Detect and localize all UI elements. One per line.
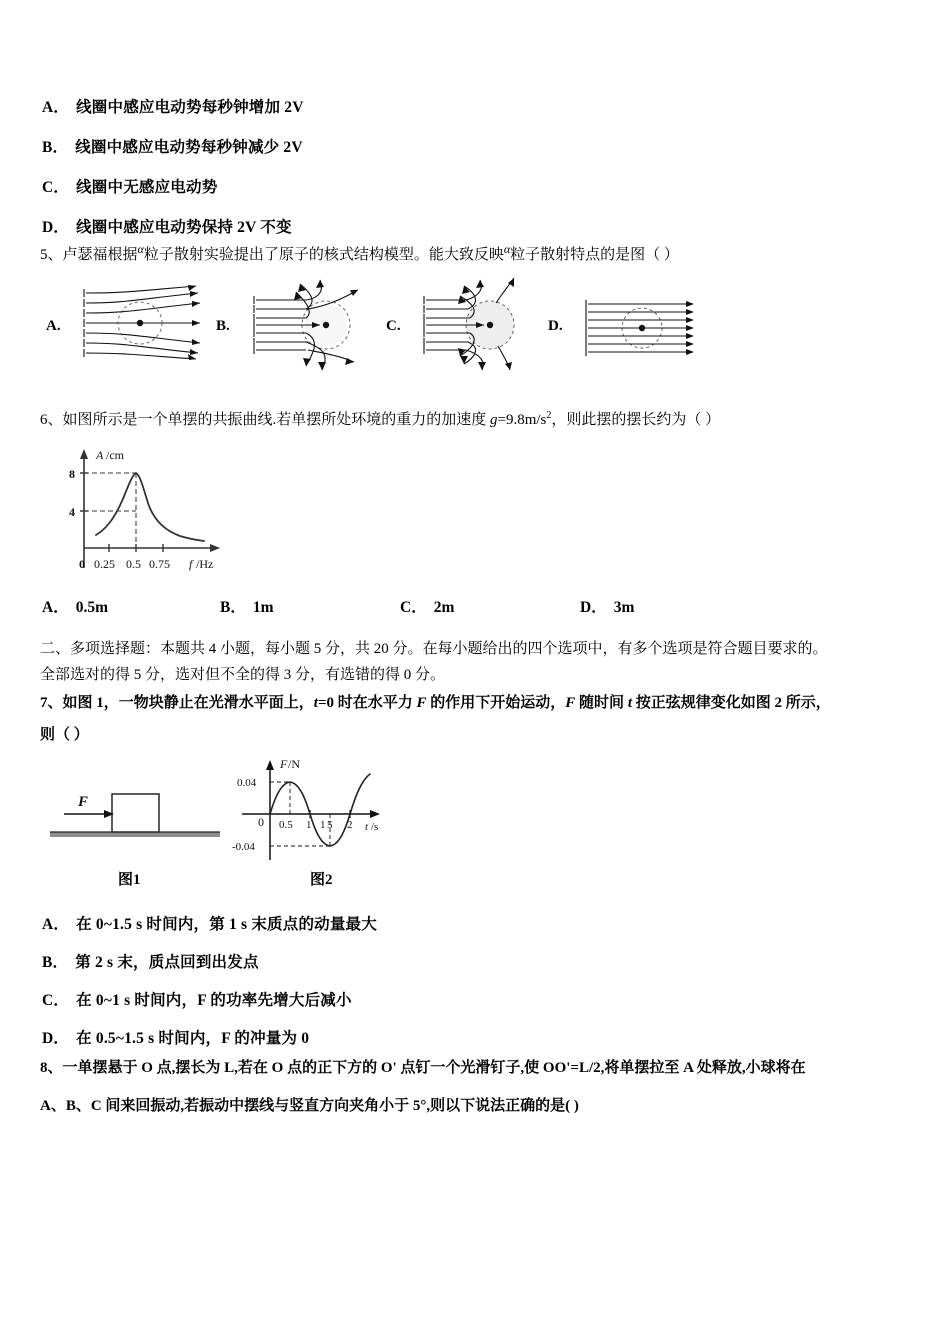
q5-stem-part1: 5、卢瑟福根据	[40, 247, 138, 263]
alpha-symbol-1: α	[137, 242, 144, 256]
q7-option-b-label: B．	[42, 954, 69, 971]
q7-F-symbol-2: F	[565, 695, 576, 711]
q6-options-row	[42, 595, 742, 617]
svg-text:0: 0	[258, 815, 264, 829]
q6-option-a-label: A．	[42, 599, 69, 616]
q4-option-d	[42, 215, 292, 237]
q7-figure2-sine-chart	[232, 752, 407, 867]
q6-option-d-label: D．	[580, 599, 607, 616]
q4-option-d-label: D．	[42, 219, 70, 236]
q6-exponent: 2	[546, 410, 552, 421]
q7-stem-line1	[40, 691, 831, 712]
q4-option-a-label: A．	[42, 99, 70, 116]
svg-text:1: 1	[306, 819, 312, 831]
q7-fig1-force-label: F	[78, 794, 89, 810]
q7-option-a-text: 在 0~1.5 s 时间内，第 1 s 末质点的动量最大	[76, 916, 377, 933]
q5-figure-d	[580, 298, 705, 358]
q7-figure1-block-diagram	[50, 770, 220, 850]
svg-text:0.5: 0.5	[126, 557, 141, 571]
resonance-curve-chart	[44, 443, 259, 578]
q7-option-b-text: 第 2 s 末，质点回到出发点	[75, 954, 259, 971]
svg-text:0.04: 0.04	[237, 777, 257, 789]
q7-figure2-caption: 图2	[310, 872, 333, 888]
svg-text:0.5: 0.5	[279, 819, 293, 831]
q6-option-a	[42, 595, 220, 617]
svg-text:2: 2	[347, 819, 353, 831]
q4-option-a-text: 线圈中感应电动势每秒钟增加 2V	[76, 99, 304, 116]
q7-stem-d: 随时间	[575, 695, 628, 711]
q8-stem-line1: 8、一单摆悬于 O 点,摆长为 L,若在 O 点的正下方的 O' 点钉一个光滑钉子,使 OO'=L/2,将单摆拉至 A 处释放,小球将在	[40, 1060, 806, 1076]
q8-stem-line2: A、B、C 间来回振动,若振动中摆线与竖直方向夹角小于 5°,则以下说法正确的是( )	[40, 1098, 579, 1114]
q7-option-d	[42, 1026, 309, 1048]
q7-option-c-text: 在 0~1 s 时间内，F 的功率先增大后减小	[76, 992, 352, 1009]
q7-figure1-caption: 图1	[118, 872, 141, 888]
q6-option-b	[220, 595, 400, 617]
svg-text:/s: /s	[371, 821, 379, 833]
q5-stem-part3: 粒子散射特点的是图（ ）	[510, 247, 679, 263]
q5-stem-part2: 粒子散射实验提出了原子的核式结构模型。能大致反映	[143, 247, 504, 263]
svg-text:f: f	[189, 557, 193, 571]
q7-option-d-label: D．	[42, 1030, 70, 1047]
q6-option-b-label: B．	[220, 599, 246, 616]
section2-line1: 二、多项选择题：本题共 4 小题，每小题 5 分，共 20 分。在每小题给出的四个选项中，有多个选项是符合题目要求的。	[40, 641, 828, 657]
svg-text:8: 8	[69, 467, 75, 481]
svg-text:5: 5	[327, 819, 333, 831]
svg-text:-0.04: -0.04	[232, 841, 255, 853]
svg-text:/N: /N	[288, 757, 300, 771]
q5-figure-a	[78, 285, 208, 360]
q6-stem-c: ，则此摆的摆长约为（ ）	[551, 412, 721, 428]
svg-text:0: 0	[79, 557, 85, 571]
svg-text:F: F	[280, 757, 288, 771]
q5-figure-b	[248, 278, 373, 373]
q6-g-symbol: g	[490, 412, 498, 428]
q5-figure-c	[418, 278, 538, 373]
svg-text:t: t	[365, 821, 369, 833]
q7-F-symbol-1: F	[416, 695, 427, 711]
svg-text:0.75: 0.75	[149, 557, 170, 571]
q7-option-c	[42, 988, 352, 1010]
q6-option-c	[400, 595, 580, 617]
q4-option-c-text: 线圈中无感应电动势	[76, 179, 218, 196]
q7-option-a-label: A．	[42, 916, 70, 933]
q7-stem-a: 7、如图 1，一物块静止在光滑水平面上，	[40, 695, 314, 711]
q5-figure-a-label: A.	[46, 318, 61, 334]
q7-t-symbol-1: t	[313, 695, 318, 711]
svg-text:1: 1	[320, 819, 326, 831]
q5-figure-c-label: C.	[386, 318, 401, 334]
q6-option-a-text: 0.5m	[75, 599, 108, 616]
q7-t-symbol-2: t	[627, 695, 632, 711]
q6-option-b-text: 1m	[252, 599, 274, 616]
q7-option-d-text: 在 0.5~1.5 s 时间内，F 的冲量为 0	[76, 1030, 310, 1047]
q5-stem	[40, 242, 679, 264]
q7-stem-c: 的作用下开始运动，	[426, 695, 566, 711]
q7-stem-e: 按正弦规律变化如图 2 所示，	[631, 695, 831, 711]
q5-figure-b-label: B.	[216, 318, 230, 334]
q6-option-d	[580, 595, 634, 617]
alpha-symbol-2: α	[503, 242, 511, 256]
q4-option-a	[42, 95, 304, 117]
svg-text:/Hz: /Hz	[196, 557, 214, 571]
q7-option-a	[42, 912, 377, 934]
svg-text:A: A	[96, 448, 104, 462]
section2-line2: 全部选对的得 5 分，选对但不全的得 3 分，有选错的得 0 分。	[40, 667, 446, 683]
q7-stem-b: =0 时在水平力	[317, 695, 417, 711]
q6-stem-b: =9.8m/s	[497, 412, 547, 428]
svg-text:4: 4	[69, 505, 75, 519]
q4-option-b-label: B．	[42, 139, 69, 156]
q6-option-d-text: 3m	[613, 599, 635, 616]
svg-text:0.25: 0.25	[94, 557, 115, 571]
q6-stem	[40, 408, 720, 429]
q7-option-c-label: C．	[42, 992, 70, 1009]
q6-option-c-text: 2m	[433, 599, 455, 616]
q4-option-b-text: 线圈中感应电动势每秒钟减少 2V	[75, 139, 303, 156]
q7-option-b	[42, 950, 259, 972]
q4-option-c-label: C．	[42, 179, 70, 196]
q4-option-c	[42, 175, 217, 197]
q5-figure-d-label: D.	[548, 318, 563, 334]
q6-stem-a: 6、如图所示是一个单摆的共振曲线.若单摆所处环境的重力的加速度	[40, 412, 491, 428]
q4-option-b	[42, 135, 303, 157]
q4-option-d-text: 线圈中感应电动势保持 2V 不变	[76, 219, 292, 236]
q7-stem-line2: 则（ ）	[40, 727, 89, 743]
q6-option-c-label: C．	[400, 599, 427, 616]
svg-text:/cm: /cm	[106, 448, 124, 462]
